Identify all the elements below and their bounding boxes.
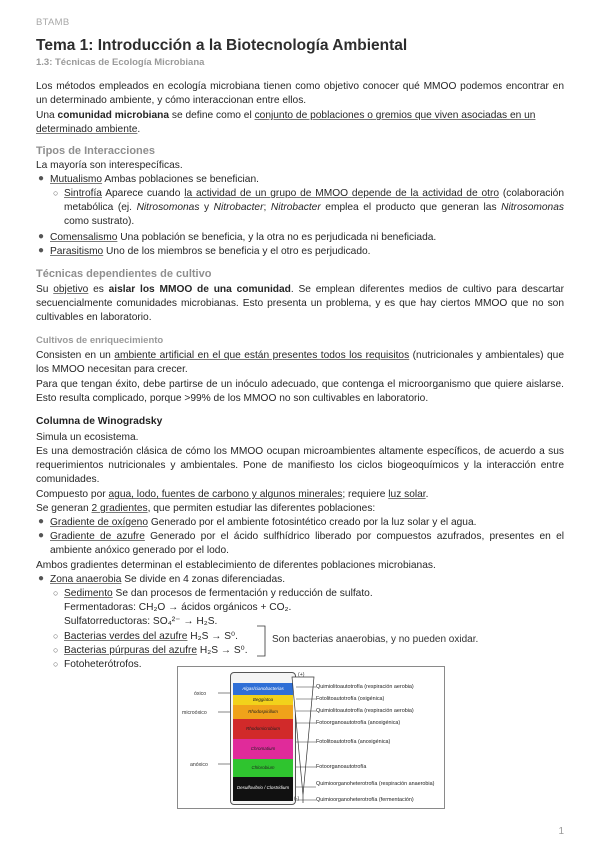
sub-bullet-icon: ○ (53, 188, 59, 198)
winogradsky-figure (177, 666, 445, 809)
marker-bottom: (-) (294, 796, 300, 802)
list-item-bacterias-verdes: Bacterias verdes del azufre H₂S → S⁰. (64, 631, 238, 642)
page-subtitle: 1.3: Técnicas de Ecología Microbiana (36, 57, 205, 68)
sub-bullet-icon: ○ (53, 588, 59, 598)
tipos-lead: La mayoría son interespecíficas. (36, 160, 183, 171)
label-microoxico: microóxico (182, 710, 207, 716)
page-number: 1 (558, 826, 564, 837)
band-5: Chlorobium (233, 759, 293, 777)
band-0: Algas/cianobacterias (233, 683, 293, 695)
heading-enriquecimiento: Cultivos de enriquecimiento (36, 335, 164, 346)
metabolism-label: Fotolitoautotrofía (anoxigénica) (316, 739, 391, 745)
list-item-mutualismo: Mutualismo Ambas poblaciones se benefician. (50, 174, 259, 185)
enriquecimiento-paragraph: Consisten en un ambiente artificial en el que están presentes todos los requisitos (nutricionales y ambientales) que los MMOO necesitan para crecer. (36, 350, 564, 376)
bullet-icon: ● (38, 231, 45, 242)
band-2: Rhodospirillum (233, 705, 293, 719)
metabolism-label: Fotoorganoautotrofía (anoxigénica) (316, 720, 401, 726)
bullet-icon: ● (38, 173, 45, 184)
sub-bullet-icon: ○ (53, 645, 59, 655)
heading-winogradsky: Columna de Winogradsky (36, 416, 163, 427)
bullet-icon: ● (38, 573, 45, 584)
metabolism-label: Quimiolitoautotrofía (respiración aerobia) (316, 708, 414, 714)
list-item-parasitismo: Parasitismo Uno de los miembros se beneficia y el otro es perjudicado. (50, 246, 371, 257)
page-title: Tema 1: Introducción a la Biotecnología Ambiental (36, 37, 408, 54)
label-anoxico: anóxico (190, 762, 208, 768)
metabolism-label: Quimiolitoautotrofía (respiración aerobia) (316, 684, 414, 690)
metabolism-label: Quimioorganoheterotrofía (respiración anaerobia) (316, 781, 435, 787)
marker-top: (+) (298, 672, 305, 678)
band-3: Rhodomicrobium (233, 719, 293, 739)
brace-icon (255, 624, 271, 658)
wino-line-3: Compuesto por agua, lodo, fuentes de carbono y algunos minerales; requiere luz solar. (36, 489, 429, 500)
list-item-sintrofia: Sintrofía Aparece cuando la actividad de un grupo de MMOO depende de la actividad de otro (colaboración metabólica (ej. Nitrosomonas y Nitrobacter; Nitrobacter emplea el producto que generan las Nitrosomonas como sustrato). (64, 188, 564, 228)
band-4: Chromatium (233, 739, 293, 759)
metabolism-label: Fotolitoautotrofía (oxigénica) (316, 696, 385, 702)
list-item-comensalismo: Comensalismo Una población se beneficia, y la otra no es perjudicada ni beneficiada. (50, 232, 437, 243)
bullet-icon: ● (38, 530, 45, 541)
list-item-gradiente-oxigeno: Gradiente de oxígeno Generado por el ambiente fotosintético creado por la luz solar y el agua. (50, 517, 477, 528)
fermentadoras-line: Fermentadoras: CH₂O → ácidos orgánicos + CO₂. (64, 602, 292, 613)
anaerobic-note: Son bacterias anaerobias, y no pueden oxidar. (272, 634, 479, 645)
bullet-icon: ● (38, 516, 45, 527)
list-item-bacterias-purpuras: Bacterias púrpuras del azufre H₂S → S⁰. (64, 645, 248, 656)
sub-bullet-icon: ○ (53, 631, 59, 641)
label-oxico: óxico (194, 691, 207, 697)
heading-tecnicas: Técnicas dependientes de cultivo (36, 268, 212, 280)
bullet-icon: ● (38, 245, 45, 256)
sulfatorreductoras-line: Sulfatorreductoras: SO₄²⁻ → H₂S. (64, 616, 218, 627)
intro-definition: Una comunidad microbiana se define como el conjunto de poblaciones o gremios que viven asociadas en un determinado ambiente. (36, 110, 536, 136)
list-item-fotoheterotrofos: Fotoheterótrofos. (64, 659, 142, 670)
tecnicas-paragraph: Su objetivo es aislar los MMOO de una comunidad. Se emplean diferentes medios de cultivo para descartar secuencialmente comunidades microbianas. Esto presenta un problema, y es que hay ciertos MMOO que no son cultivables en laboratorio. (36, 284, 564, 324)
wino-line-1: Simula un ecosistema. (36, 432, 139, 443)
intro-paragraph: Los métodos empleados en ecología microbiana tienen como objetivo conocer qué MMOO podemos encontrar en un determinado ambiente, y cómo interaccionan entre ellos. (36, 81, 564, 107)
metabolism-label: Quimioorganoheterotrofía (fermentación) (316, 797, 414, 803)
metabolism-label: Fotoorganoautotrofía (316, 764, 367, 770)
wino-line-2: Es una demostración clásica de cómo los MMOO ocupan microambientes altamente específicos, de acuerdo a sus requerimientos nutricionales y ambientales. Pone de manifiesto los ciclos biogeoquímicos y la interacción entre comunidades. (36, 446, 564, 486)
list-item-gradiente-azufre: Gradiente de azufre Generado por el ácido sulfhídrico liberado por compuestos azufrados, presentes en el ambiente anóxico generado por el lodo. (50, 531, 565, 557)
wino-line-4: Se generan 2 gradientes, que permiten estudiar las diferentes poblaciones: (36, 503, 376, 514)
band-6: Desulfovibrio / Clostridium (233, 777, 293, 801)
band-1: Beggiatoa (233, 695, 293, 705)
enriquecimiento-paragraph-2: Para que tengan éxito, debe partirse de un inóculo adecuado, que contenga el microorganismo que quiere aislarse. Esto resulta complicado, porque >99% de los MMOO no son cultivables en laboratorio. (36, 379, 564, 405)
wino-line-5: Ambos gradientes determinan el establecimiento de diferentes poblaciones microbianas. (36, 560, 436, 571)
course-tag: BTAMB (36, 17, 70, 28)
list-item-sedimento: Sedimento Se dan procesos de fermentación y reducción de sulfato. (64, 588, 373, 599)
list-item-zona-anaerobia: Zona anaerobia Se divide en 4 zonas diferenciadas. (50, 574, 286, 585)
heading-tipos: Tipos de Interacciones (36, 145, 156, 157)
sub-bullet-icon: ○ (53, 659, 59, 669)
